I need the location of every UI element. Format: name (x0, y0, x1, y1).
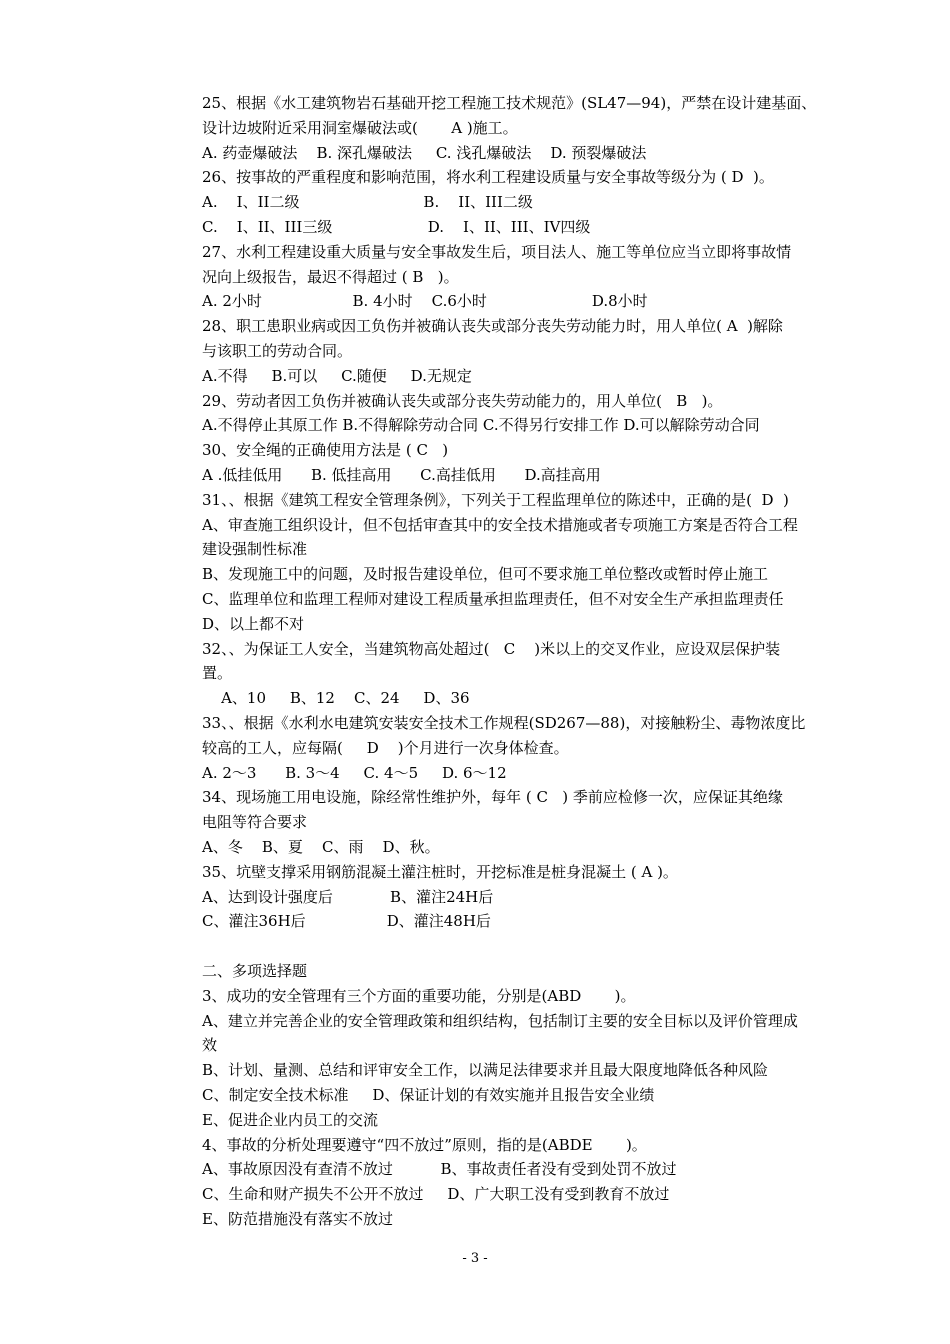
text-line: 二、多项选择题 (202, 962, 308, 980)
text-line: A、冬 B、夏 C、雨 D、秋。 (202, 838, 440, 856)
text-line: 4、事故的分析处理要遵守“四不放过”原则，指的是(ABDE )。 (202, 1135, 647, 1154)
text-line: A、建立并完善企业的安全管理政策和组织结构，包括制订主要的安全目标以及评价管理成 (202, 1011, 798, 1030)
text-line: A.不得停止其原工作 B.不得解除劳动合同 C.不得另行安排工作 D.可以解除劳动合同 (202, 416, 760, 435)
text-line: C、监理单位和监理工程师对建设工程质量承担监理责任，但不对安全生产承担监理责任 (202, 590, 784, 608)
text-line: A .低挂低用 B. 低挂高用 C.高挂低用 D.高挂高用 (202, 466, 601, 484)
text-line: 30、安全绳的正确使用方法是 ( C ) (202, 441, 449, 460)
text-line: A、事故原因没有查清不放过 B、事故责任者没有受到处罚不放过 (202, 1160, 677, 1179)
text-line: 电阻等符合要求 (202, 813, 308, 832)
text-line: 置。 (202, 664, 233, 683)
text-line: 32、、为保证工人安全，当建筑物高处超过( C )米以上的交叉作业，应设双层保护装 (202, 639, 781, 658)
page-number: - 3 - (462, 1251, 488, 1266)
text-line: 较高的工人，应每隔( D )个月进行一次身体检查。 (202, 738, 569, 757)
text-line: A.不得 B.可以 C.随便 D.无规定 (202, 366, 472, 385)
text-line: A、审查施工组织设计，但不包括审查其中的安全技术措施或者专项施工方案是否符合工程 (202, 515, 798, 534)
text-line: 效 (202, 1036, 218, 1055)
text-line: B、计划、量测、总结和评审安全工作，以满足法律要求并且最大限度地降低各种风险 (202, 1061, 769, 1080)
text-line: A. 药壶爆破法 B. 深孔爆破法 C. 浅孔爆破法 D. 预裂爆破法 (202, 143, 647, 162)
text-line: E、防范措施没有落实不放过 (202, 1210, 393, 1228)
text-line: 29、劳动者因工负伤并被确认丧失或部分丧失劳动能力的，用人单位( B )。 (202, 391, 723, 410)
text-line: 34、现场施工用电设施，除经常性维护外，每年 ( C ) 季前应检修一次，应保证其绝缘 (202, 788, 783, 807)
text-line: B、发现施工中的问题，及时报告建设单位，但可不要求施工单位整改或暂时停止施工 (202, 565, 769, 584)
text-line: 28、职工患职业病或因工负伤并被确认丧失或部分丧失劳动能力时，用人单位( A )解除 (202, 317, 783, 336)
text-line: C. I、II、III三级 D. I、II、III、IV四级 (202, 218, 591, 236)
text-line: 31、、根据《建筑工程安全管理条例》，下列关于工程监理单位的陈述中，正确的是( D ) (202, 490, 789, 509)
text-line: A、10 B、12 C、24 D、36 (202, 689, 470, 708)
text-line: A、达到设计强度后 B、灌注24H后 (202, 887, 494, 906)
text-line: C、灌注36H后 D、灌注48H后 (202, 912, 491, 931)
text-line: C、制定安全技术标准 D、保证计划的有效实施并且报告安全业绩 (202, 1086, 655, 1104)
text-line: C、生命和财产损失不公开不放过 D、广大职工没有受到教育不放过 (202, 1185, 670, 1204)
text-line: A. 2小时 B. 4小时 C.6小时 D.8小时 (202, 292, 648, 311)
text-line: 设计边坡附近采用洞室爆破法或( A )施工。 (202, 118, 518, 137)
text-line: A. I、II二级 B. II、III二级 (202, 193, 533, 212)
text-line: 况向上级报告，最迟不得超过 ( B )。 (202, 267, 459, 286)
text-line: 与该职工的劳动合同。 (202, 342, 353, 360)
text-line: 建设强制性标准 (202, 540, 308, 559)
text-line: 25、根据《水工建筑物岩石基础开挖工程施工技术规范》(SL47—94)，严禁在设计建基面、 (202, 94, 817, 112)
text-line: 33、、根据《水利水电建筑安装安全技术工作规程(SD267—88)，对接触粉尘、毒物浓度比 (202, 714, 806, 732)
text-line: 26、按事故的严重程度和影响范围，将水利工程建设质量与安全事故等级分为 ( D )。 (202, 168, 774, 187)
text-line: E、促进企业内员工的交流 (202, 1110, 378, 1129)
text-line: 3、成功的安全管理有三个方面的重要功能，分别是(ABD )。 (202, 986, 636, 1005)
text-line: 35、坑壁支撑采用钢筋混凝土灌注桩时，开挖标准是桩身混凝土 ( A )。 (202, 862, 678, 881)
text-line: D、以上都不对 (202, 614, 305, 633)
text-line: 27、水利工程建设重大质量与安全事故发生后，项目法人、施工等单位应当立即将事故情 (202, 242, 792, 261)
text-line: A. 2～3 B. 3～4 C. 4～5 D. 6～12 (202, 763, 507, 782)
